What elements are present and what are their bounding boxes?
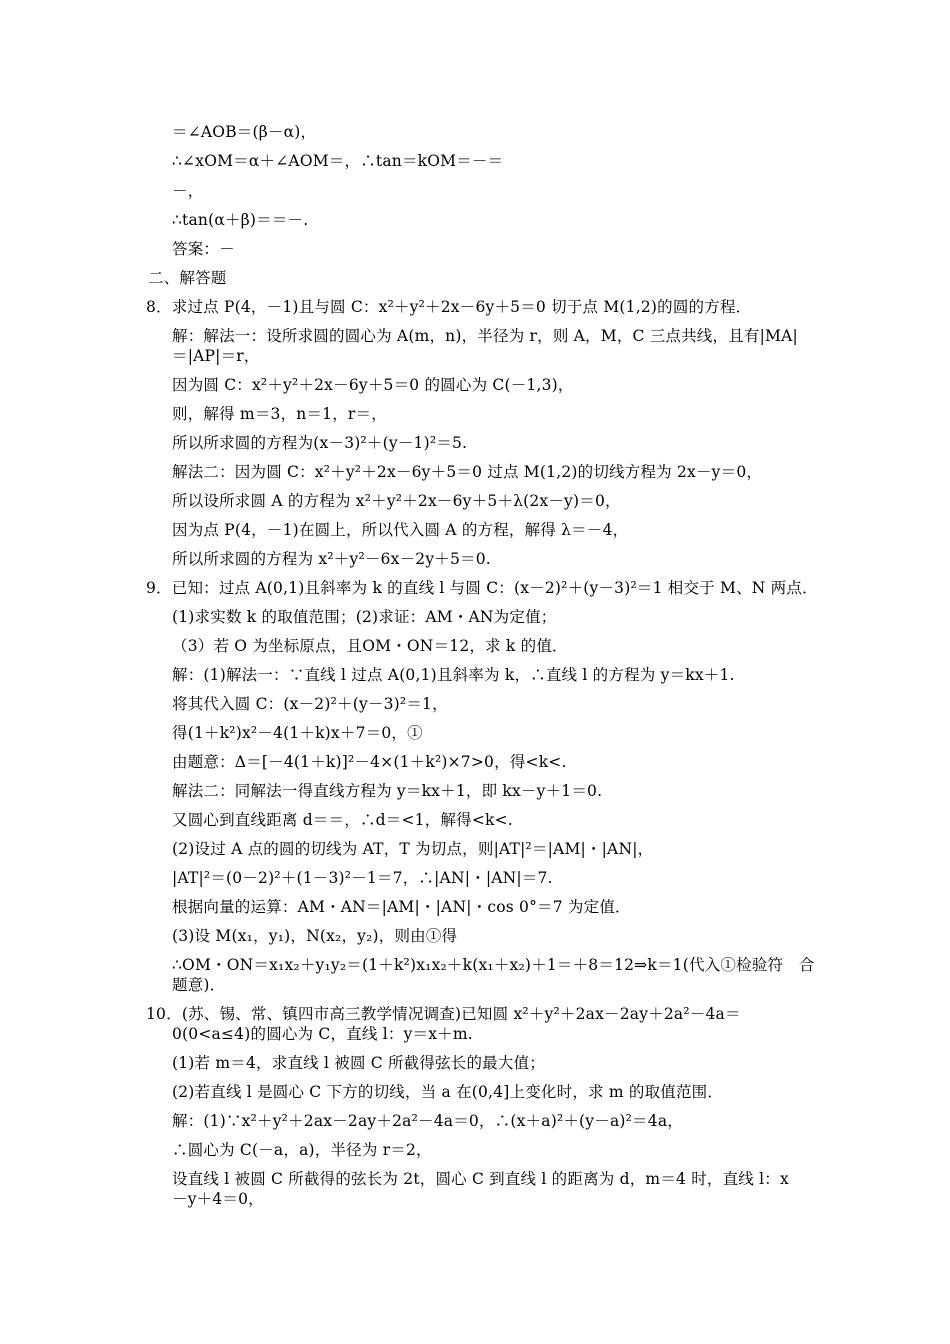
text-line: 由题意：Δ＝[－4(1＋k)]²－4×(1＋k²)×7>0，得<k<.: [172, 753, 567, 771]
text-line: 解法二：因为圆 C：x²＋y²＋2x－6y＋5＝0 过点 M(1,2)的切线方程为 2x－y＝0，: [172, 463, 763, 481]
text-line: (1)求实数 k 的取值范围；(2)求证：AM・AN为定值；: [172, 608, 557, 626]
text-line: ＝∠AOB＝(β－α)，: [172, 123, 317, 141]
text-line: 得(1＋k²)x²－4(1＋k)x＋7＝0，①: [172, 724, 423, 742]
text-line: 9．已知：过点 A(0,1)且斜率为 k 的直线 l 与圆 C：(x－2)²＋(y－3)²＝1 相交于 M、N 两点．: [146, 579, 818, 597]
text-line: ∴tan(α＋β)＝＝－.: [172, 211, 309, 229]
text-line: －y＋4＝0，: [172, 1190, 264, 1208]
text-line: 将其代入圆 C：(x－2)²＋(y－3)²＝1，: [172, 695, 448, 713]
text-line: 二、解答题: [148, 269, 227, 287]
text-line: |AT|²＝(0－2)²＋(1－3)²－1＝7，∴|AN|・|AN|＝7.: [172, 869, 553, 887]
text-line: 解法二：同解法一得直线方程为 y＝kx＋1，即 kx－y＋1＝0.: [172, 782, 603, 800]
text-line: 解：解法一：设所求圆的圆心为 A(m，n)，半径为 r，则 A，M，C 三点共线，且有|MA|: [172, 327, 798, 345]
text-line: (2)设过 A 点的圆的切线为 AT，T 为切点，则|AT|²＝|AM|・|AN|，: [172, 840, 654, 858]
text-line: 0(0<a≤4)的圆心为 C，直线 l：y＝x＋m.: [172, 1025, 473, 1043]
text-line: 因为点 P(4，－1)在圆上，所以代入圆 A 的方程，解得 λ＝－4，: [172, 521, 629, 539]
text-line: 题意)．: [172, 976, 226, 994]
text-line: 所以所求圆的方程为(x－3)²＋(y－1)²＝5.: [172, 434, 468, 452]
text-line: 则，解得 m＝3，n＝1，r＝，: [172, 405, 387, 423]
text-line: 8．求过点 P(4，－1)且与圆 C：x²＋y²＋2x－6y＋5＝0 切于点 M(1,2)的圆的方程．: [146, 298, 752, 316]
text-line: 所以设所求圆 A 的方程为 x²＋y²＋2x－6y＋5＋λ(2x－y)＝0，: [172, 492, 621, 510]
text-line: （3）若 O 为坐标原点，且OM・ON＝12，求 k 的值．: [172, 637, 568, 655]
text-line: 所以所求圆的方程为 x²＋y²－6x－2y＋5＝0.: [172, 550, 491, 568]
text-line: 答案：－: [172, 240, 235, 258]
text-line: ∴∠xOM＝α＋∠AOM＝，∴tan＝kOM＝－＝: [172, 152, 504, 170]
text-line: －，: [172, 182, 204, 200]
text-line: (3)设 M(x₁，y₁)，N(x₂，y₂)，则由①得: [172, 927, 458, 945]
text-line: 设直线 l 被圆 C 所截得的弦长为 2t，圆心 C 到直线 l 的距离为 d，m＝4 时，直线 l：x: [172, 1170, 789, 1188]
text-line: 根据向量的运算：AM・AN＝|AM|・|AN|・cos 0°＝7 为定值．: [172, 898, 631, 916]
text-line: 因为圆 C：x²＋y²＋2x－6y＋5＝0 的圆心为 C(－1,3)，: [172, 376, 574, 394]
text-line: ∴OM・ON＝x₁x₂＋y₁y₂＝(1＋k²)x₁x₂＋k(x₁＋x₂)＋1＝＋8＝12⇒k＝1(代入①检验符 合: [172, 956, 815, 974]
text-line: 10．(苏、锡、常、镇四市高三教学情况调查)已知圆 x²＋y²＋2ax－2ay＋2a²－4a＝: [146, 1005, 741, 1023]
text-line: 解：(1)∵x²＋y²＋2ax－2ay＋2a²－4a＝0，∴(x＋a)²＋(y－a)²＝4a，: [172, 1112, 683, 1130]
text-line: (1)若 m＝4，求直线 l 被圆 C 所截得弦长的最大值；: [172, 1054, 545, 1072]
text-line: ∴圆心为 C(－a，a)，半径为 r＝2，: [172, 1141, 432, 1159]
text-line: 解：(1)解法一：∵直线 l 过点 A(0,1)且斜率为 k，∴直线 l 的方程为 y＝kx＋1.: [172, 666, 735, 684]
text-line: (2)若直线 l 是圆心 C 下方的切线，当 a 在(0,4]上变化时，求 m 的取值范围．: [172, 1083, 724, 1101]
text-line: 又圆心到直线距离 d＝＝，∴d＝<1，解得<k<.: [172, 811, 513, 829]
text-line: ＝|AP|＝r，: [172, 347, 260, 365]
